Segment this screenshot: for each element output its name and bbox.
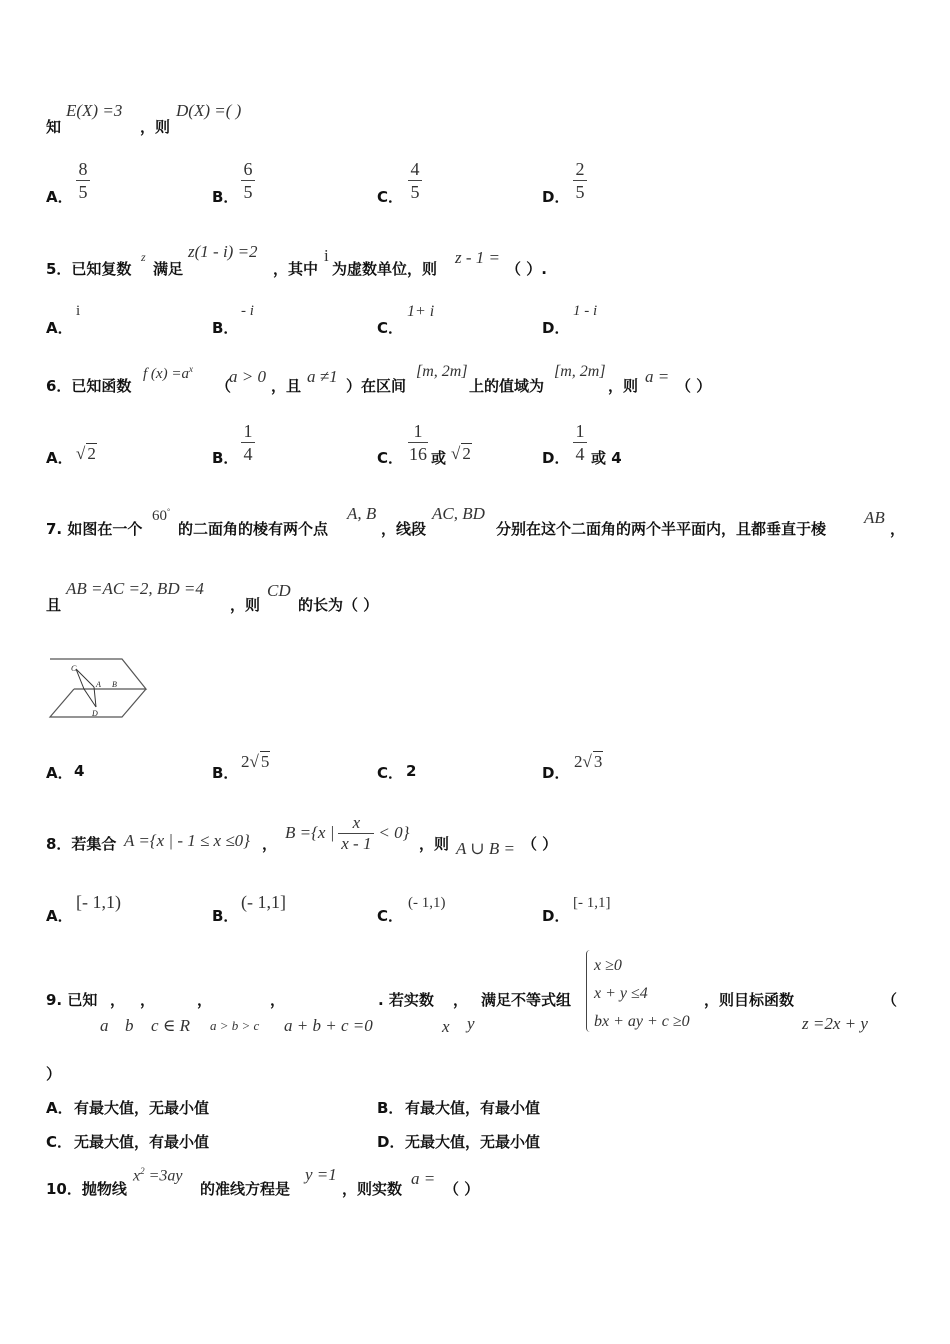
q5-option-c-value: 1+ i [407, 303, 435, 320]
q9-text-3: 满足不等式组 [481, 991, 572, 1009]
q7-angle: 60° [152, 507, 171, 524]
q9-text-1: 9. 已知 [46, 991, 98, 1009]
q6-cond-1: a > 0 [229, 367, 266, 386]
q5-text-2: 满足 [153, 260, 184, 278]
q5-option-b-value: - i [241, 303, 254, 319]
q5-text-4: 为虚数单位，则 [332, 260, 438, 278]
q6-text-6: ，则 [608, 377, 639, 395]
q10-text-3: ，则实数 [342, 1180, 403, 1198]
q8-option-c-label[interactable]: C． [377, 907, 404, 925]
q9-text-5: （ [882, 991, 898, 1009]
q9-text-2: . 若实数 [378, 991, 434, 1009]
q8-option-a-label[interactable]: A． [46, 907, 73, 925]
q7-text-3: ，线段 [381, 520, 427, 538]
q10-text-4: （ ） [444, 1180, 480, 1198]
q5-i: i [324, 246, 329, 265]
q7-text-6: 且 [46, 596, 62, 614]
q9-var-b: b [125, 1016, 134, 1035]
q5-option-d-value: 1 - i [573, 303, 598, 319]
q9-inequality-system [594, 952, 690, 1036]
q8-set-b: B ={x | x x - 1 < 0} [285, 812, 410, 853]
q6-option-a-value: √ 2 [76, 444, 96, 463]
q9-option-d-label[interactable]: D． [377, 1133, 405, 1151]
q6-option-c-label[interactable]: C． [377, 449, 404, 467]
q9-var-y: y [467, 1014, 475, 1033]
q7-option-d-value: 2√ 3 [574, 752, 603, 771]
q6-a: a = [645, 367, 670, 386]
q10-text-2: 的准线方程是 [200, 1180, 291, 1198]
q10-directrix: y =1 [305, 1165, 337, 1184]
q5-equation: z(1 - i) =2 [188, 242, 258, 261]
q9-system-brace [586, 950, 593, 1032]
q9-option-c-value: 无最大值，有最小值 [74, 1133, 210, 1151]
q6-cond-2: a ≠1 [307, 367, 338, 386]
q7-text-7: ，则 [230, 596, 261, 614]
q5-text-1: 5．已知复数 [46, 260, 132, 278]
q9-comma-4: ， [270, 991, 286, 1009]
q6-text-1: 6．已知函数 [46, 377, 132, 395]
q9-option-a-label[interactable]: A． [46, 1099, 73, 1117]
q7-edge: AB [864, 508, 885, 527]
q5-z: z [141, 250, 146, 264]
q5-expr: z - 1 = [455, 248, 500, 267]
q8-union: A ∪ B = [456, 839, 515, 858]
q4-option-d-fraction: 2 5 [573, 158, 587, 203]
q6-option-b-fraction: 1 4 [241, 420, 255, 465]
q8-comma: ， [262, 835, 278, 853]
q7-text-4: 分别在这个二面角的两个半平面内，且都垂直于棱 [496, 520, 827, 538]
q9-var-x: x [442, 1017, 450, 1036]
q6-text-4: ）在区间 [346, 377, 407, 395]
q4-option-d-label[interactable]: D． [542, 188, 570, 206]
q6-option-d-or: 或 4 [591, 449, 622, 467]
q8-set-a: A ={x | - 1 ≤ x ≤0} [124, 831, 250, 850]
q4-ex: E(X) =3 [66, 101, 123, 120]
q4-text-mid: ，则 [140, 118, 171, 136]
q6-option-d-fraction: 1 4 [573, 420, 587, 465]
q7-text-8: 的长为（ ） [298, 596, 379, 614]
q6-option-c-fraction: 1 16 [409, 421, 427, 464]
q8-text-2: ，则 [419, 835, 450, 853]
q7-option-b-value: 2√ 5 [241, 752, 270, 771]
q6-interval: [m, 2m] [416, 363, 468, 380]
q9-sum: a + b + c =0 [284, 1016, 373, 1035]
q8-option-b-value: (- 1,1] [241, 892, 286, 912]
q8-text-1: 8．若集合 [46, 835, 117, 853]
q9-comma-3: ， [197, 991, 213, 1009]
q9-ineq-3: bx + ay + c ≥0 [594, 1013, 690, 1030]
q9-close: ） [46, 1065, 62, 1083]
q7-given: AB =AC =2, BD =4 [66, 579, 204, 598]
q10-text-1: 10．抛物线 [46, 1180, 127, 1198]
q4-dx: D(X) =( ) [176, 101, 242, 120]
q9-comma-2: ， [140, 991, 156, 1009]
q6-function: f $(x) =a^x$ [143, 364, 193, 382]
q9-var-c: c ∈ R [151, 1016, 191, 1035]
fig-label-b: B [112, 680, 117, 689]
q7-option-b-label[interactable]: B． [212, 764, 239, 782]
q6-option-a-label[interactable]: A． [46, 449, 73, 467]
q9-option-c-label[interactable]: C． [46, 1133, 73, 1151]
q5-option-a-label[interactable]: A． [46, 319, 73, 337]
q8-text-3: （ ） [522, 835, 558, 853]
q7-option-c-value: 2 [406, 762, 417, 780]
q6-range: [m, 2m] [554, 363, 606, 380]
q6-text-5: 上的值域为 [469, 377, 545, 395]
q6-option-d-label[interactable]: D． [542, 449, 570, 467]
q10-equation: $x^2 =3ay$ [133, 1166, 183, 1185]
q8-option-d-label[interactable]: D． [542, 907, 570, 925]
q9-order: a > b > c [210, 1018, 260, 1033]
fig-label-d: D [92, 709, 98, 718]
q9-comma-1: ， [110, 991, 126, 1009]
fig-label-a: A [96, 680, 101, 689]
q7-option-a-label[interactable]: A． [46, 764, 73, 782]
q4-option-a-label[interactable]: A． [46, 188, 73, 206]
q6-text-3: ，且 [271, 377, 302, 395]
q6-option-b-label[interactable]: B． [212, 449, 239, 467]
q8-option-d-value: [- 1,1] [573, 895, 611, 911]
q9-comma-5: ， [453, 991, 469, 1009]
q9-ineq-2: x + y ≤4 [594, 985, 648, 1002]
q5-option-d-label[interactable]: D． [542, 319, 570, 337]
q8-option-a-value: [- 1,1) [76, 892, 121, 912]
q9-option-a-value: 有最大值，无最小值 [74, 1099, 210, 1117]
q9-option-d-value: 无最大值，无最小值 [405, 1133, 541, 1151]
q4-option-a-fraction: 8 5 [76, 158, 90, 203]
q6-text-2: （ [216, 377, 232, 395]
q7-segments: AC, BD [432, 504, 485, 523]
q8-option-b-label[interactable]: B． [212, 907, 239, 925]
q8-option-c-value: (- 1,1) [408, 895, 446, 911]
q7-points: A, B [347, 504, 377, 523]
q4-option-b-fraction: 6 5 [241, 158, 255, 203]
q5-option-a-value: i [76, 303, 81, 319]
q9-objective: z =2x + y [802, 1014, 868, 1033]
q4-text-pre: 知 [46, 118, 62, 136]
q6-option-c-value: √ 2 [451, 444, 471, 463]
q5-option-c-label[interactable]: C． [377, 319, 404, 337]
q5-text-5: （ ）. [506, 260, 547, 278]
q10-a: a = [411, 1169, 436, 1188]
q5-option-b-label[interactable]: B． [212, 319, 239, 337]
fig-label-c: C [71, 664, 77, 673]
q6-text-7: （ ） [676, 377, 712, 395]
q9-option-b-value: 有最大值，有最小值 [405, 1099, 541, 1117]
dihedral-angle-figure [46, 655, 150, 721]
q9-var-a: a [100, 1016, 109, 1035]
q7-option-d-label[interactable]: D． [542, 764, 570, 782]
q6-option-c-or: 或 [431, 449, 447, 467]
q9-option-b-label[interactable]: B． [377, 1099, 404, 1117]
q7-option-a-value: 4 [74, 762, 85, 780]
q7-text-2: 的二面角的棱有两个点 [178, 520, 329, 538]
q4-option-c-fraction: 4 5 [408, 158, 422, 203]
q4-option-b-label[interactable]: B． [212, 188, 239, 206]
q7-cd: CD [267, 581, 291, 600]
q7-text-1: 7. 如图在一个 [46, 520, 143, 538]
q7-option-c-label[interactable]: C． [377, 764, 404, 782]
q5-text-3: ，其中 [273, 260, 319, 278]
q4-option-c-label[interactable]: C． [377, 188, 404, 206]
q9-ineq-1: x ≥0 [594, 957, 622, 974]
q9-text-4: ，则目标函数 [704, 991, 795, 1009]
q7-text-5: ， [890, 520, 906, 538]
